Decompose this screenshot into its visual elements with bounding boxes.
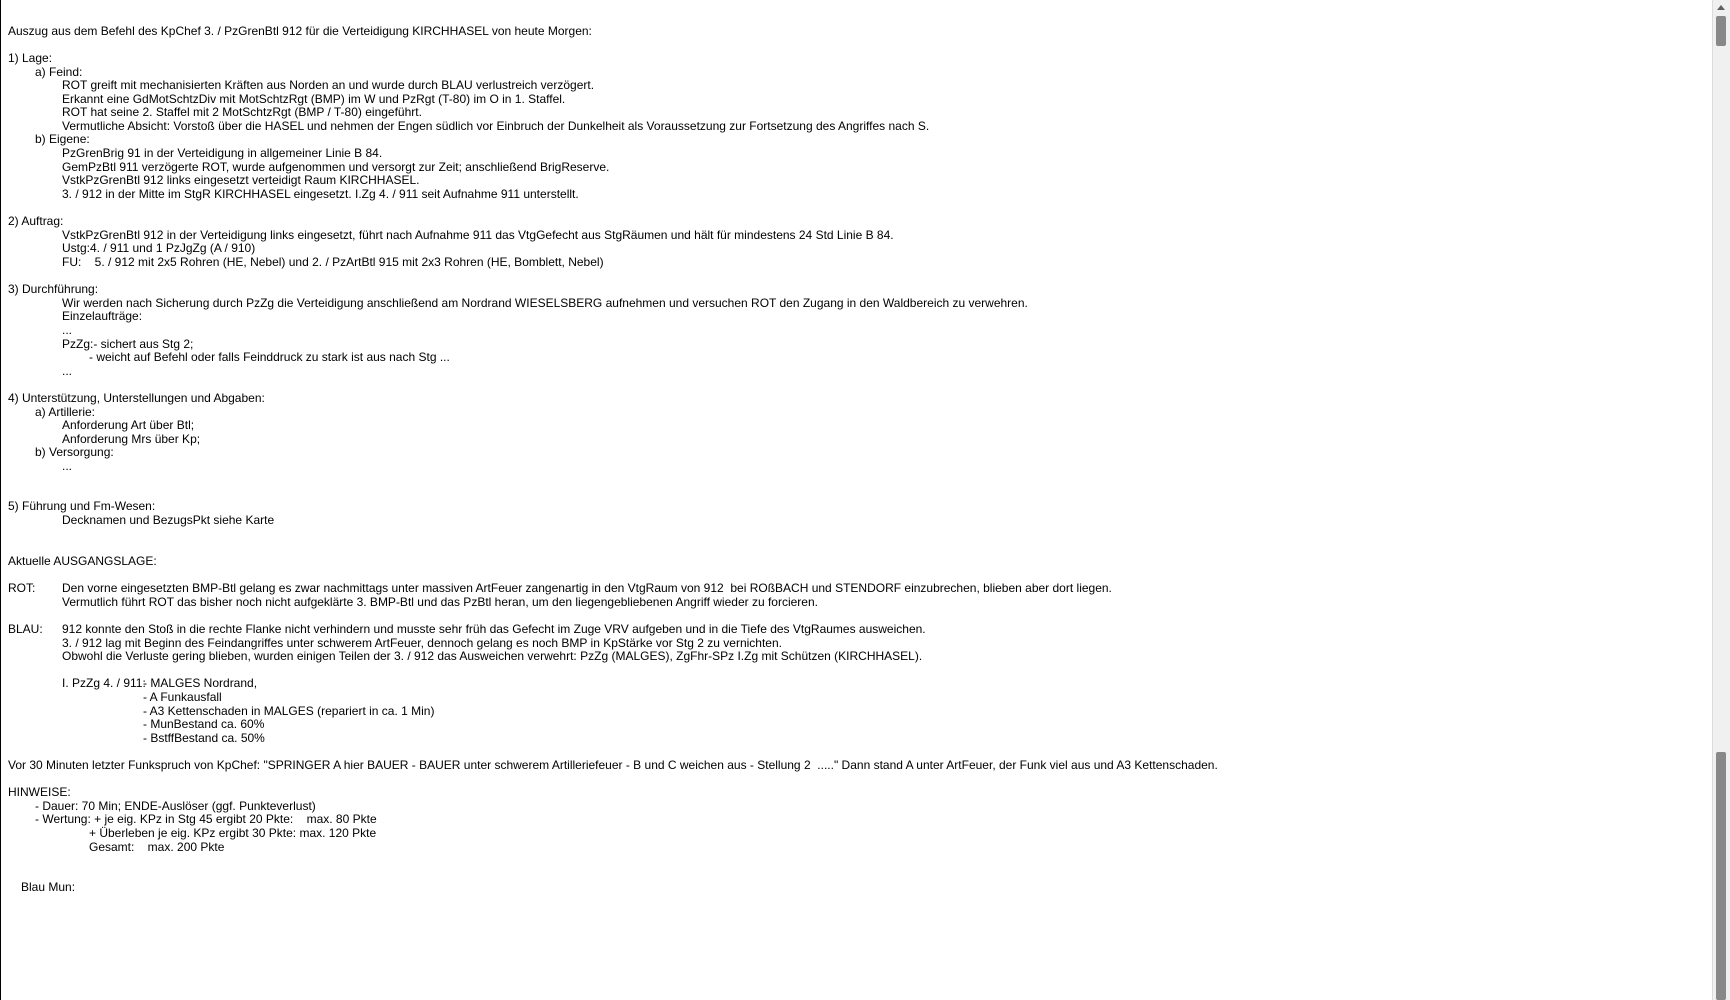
section-heading: 4) Unterstützung, Unterstellungen und Abgaben: xyxy=(8,391,265,405)
list-item: + Überleben je eig. KPz ergibt 30 Pkte: max. 120 Pkte xyxy=(89,826,377,840)
text-line: Erkannt eine GdMotSchtzDiv mit MotSchtzRgt (BMP) im W und PzRgt (T-80) im O in 1. Staffel. xyxy=(62,92,566,106)
subsection-heading: b) Versorgung: xyxy=(35,445,114,459)
section-heading: 2) Auftrag: xyxy=(8,214,64,228)
text-line: - weicht auf Befehl oder falls Feinddruck zu stark ist aus nach Stg ... xyxy=(89,350,450,364)
text-line: FU: 5. / 912 mit 2x5 Rohren (HE, Nebel) und 2. / PzArtBtl 915 mit 2x3 Rohren (HE, Bomblett, Nebel) xyxy=(62,255,604,269)
text-line: ... xyxy=(62,323,73,337)
section-heading: 3) Durchführung: xyxy=(8,282,99,296)
text-line: PzZg:- sichert aus Stg 2; xyxy=(62,337,194,351)
list-item: - BstffBestand ca. 50% xyxy=(143,731,265,745)
text-line: 3. / 912 lag mit Beginn des Feindangriffes unter schwerem ArtFeuer, dennoch gelang es noch BMP in KpStärke vor Stg 2 zu vernichten. xyxy=(62,636,782,650)
text-line: Blau Mun: xyxy=(21,880,76,894)
section-heading: 1) Lage: xyxy=(8,51,53,65)
list-item: - MunBestand ca. 60% xyxy=(143,717,265,731)
scrollbar-thumb-lower[interactable] xyxy=(1716,752,1726,1000)
text-line: ROT hat seine 2. Staffel mit 2 MotSchtzRgt (BMP / T-80) eingeführt. xyxy=(62,105,422,119)
text-line: VstkPzGrenBtl 912 links eingesetzt verteidigt Raum KIRCHHASEL. xyxy=(62,173,420,187)
document-title: Auszug aus dem Befehl des KpChef 3. / PzGrenBtl 912 für die Verteidigung KIRCHHASEL von heute Morgen: xyxy=(8,24,592,38)
text-line: Vor 30 Minuten letzter Funkspruch von KpChef: "SPRINGER A hier BAUER - BAUER unter schwerem Artilleriefeuer - B und C weichen aus - Stellung 2 ....." Dann stand A unter ArtFeuer, der Funk viel aus und A3 Kettenschaden. xyxy=(8,758,1218,772)
vertical-scrollbar[interactable] xyxy=(1712,0,1730,1000)
text-line: 912 konnte den Stoß in die rechte Flanke nicht verhindern und musste sehr früh das Gefecht im Zuge VRV aufgeben und in die Tiefe des VtgRaumes ausweichen. xyxy=(62,622,926,636)
text-line: Ustg:4. / 911 und 1 PzJgZg (A / 910) xyxy=(62,241,256,255)
text-line: Wir werden nach Sicherung durch PzZg die Verteidigung anschließend am Nordrand WIESELSBERG aufnehmen und versuchen ROT den Zugang in den Waldbereich zu verwehren. xyxy=(62,296,1028,310)
label-blau: BLAU: xyxy=(8,622,43,636)
section-heading: Aktuelle AUSGANGSLAGE: xyxy=(8,554,157,568)
scrollbar-thumb[interactable] xyxy=(1716,16,1726,46)
text-line: Vermutlich führt ROT das bisher noch nicht aufgeklärte 3. BMP-Btl und das PzBtl heran, um den liegengebliebenen Angriff wieder zu forcieren. xyxy=(62,595,818,609)
subsection-heading: b) Eigene: xyxy=(35,132,90,146)
text-line: Anforderung Art über Btl; xyxy=(62,418,195,432)
list-item: - Dauer: 70 Min; ENDE-Auslöser (ggf. Punkteverlust) xyxy=(35,799,316,813)
text-line: ... xyxy=(62,459,73,473)
text-line: Obwohl die Verluste gering blieben, wurden einigen Teilen der 3. / 912 das Ausweichen verwehrt: PzZg (MALGES), ZgFhr-SPz I.Zg mit Schützen (KIRCHHASEL). xyxy=(62,649,923,663)
text-line: 3. / 912 in der Mitte im StgR KIRCHHASEL eingesetzt. I.Zg 4. / 911 seit Aufnahme 911 unterstellt. xyxy=(62,187,579,201)
subsection-heading: a) Feind: xyxy=(35,65,83,79)
scroll-up-arrow-icon[interactable] xyxy=(1713,0,1730,16)
text-line: ROT greift mit mechanisierten Kräften aus Norden an und wurde durch BLAU verlustreich verzögert. xyxy=(62,78,595,92)
section-heading: 5) Führung und Fm-Wesen: xyxy=(8,499,156,513)
text-line: PzGrenBrig 91 in der Verteidigung in allgemeiner Linie B 84. xyxy=(62,146,383,160)
list-item: - A3 Kettenschaden in MALGES (repariert in ca. 1 Min) xyxy=(143,704,435,718)
text-line: Den vorne eingesetzten BMP-Btl gelang es zwar nachmittags unter massiven ArtFeuer zangenartig in den VtgRaum von 912 bei ROßBACH und STENDORF einzubrechen, blieben aber dort liegen. xyxy=(62,581,1112,595)
text-line: Decknamen und BezugsPkt siehe Karte xyxy=(62,513,275,527)
text-line: Einzelaufträge: xyxy=(62,309,143,323)
list-item: - A Funkausfall xyxy=(143,690,222,704)
unit-label: I. PzZg 4. / 911: xyxy=(62,676,146,690)
text-line: Anforderung Mrs über Kp; xyxy=(62,432,201,446)
list-item: - Wertung: + je eig. KPz in Stg 45 ergibt 20 Pkte: max. 80 Pkte xyxy=(35,812,377,826)
list-item: Gesamt: max. 200 Pkte xyxy=(89,840,225,854)
text-line: Vermutliche Absicht: Vorstoß über die HASEL und nehmen der Engen südlich vor Einbruch der Dunkelheit als Voraussetzung zur Fortsetzung des Angriffes nach S. xyxy=(62,119,930,133)
section-heading: HINWEISE: xyxy=(8,785,71,799)
label-rot: ROT: xyxy=(8,581,36,595)
list-item: - MALGES Nordrand, xyxy=(143,676,258,690)
subsection-heading: a) Artillerie: xyxy=(35,405,96,419)
text-line: ... xyxy=(62,364,73,378)
text-line: VstkPzGrenBtl 912 in der Verteidigung links eingesetzt, führt nach Aufnahme 911 das VtgGefecht aus StgRäumen und hält für mindestens 24 Std Linie B 84. xyxy=(62,228,894,242)
text-line: GemPzBtl 911 verzögerte ROT, wurde aufgenommen und versorgt zur Zeit; anschließend BrigReserve. xyxy=(62,160,610,174)
